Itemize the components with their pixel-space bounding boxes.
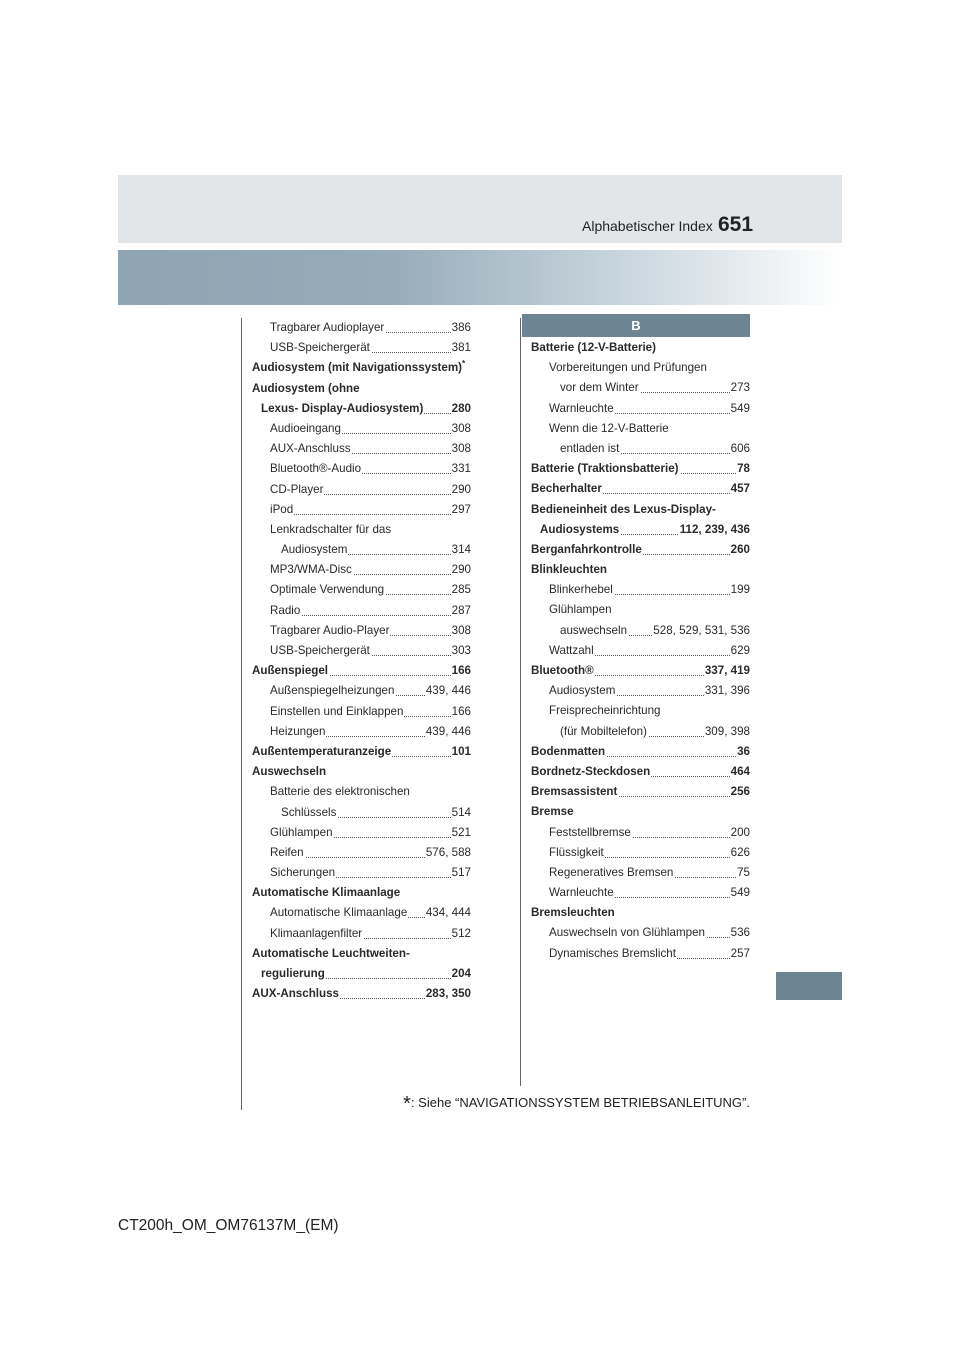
index-entry	[270, 419, 471, 439]
index-entry	[270, 782, 471, 802]
index-entry	[270, 843, 471, 863]
index-entry-label: Tragbarer Audio-Player	[270, 621, 390, 641]
index-entry	[549, 843, 750, 863]
index-entry-pages: 256	[730, 782, 750, 802]
index-entry	[270, 823, 471, 843]
index-entry-label: Heizungen	[270, 722, 326, 742]
index-entry-pages: 549	[730, 399, 750, 419]
index-entry	[531, 459, 750, 479]
index-entry	[531, 903, 750, 923]
index-entry	[270, 702, 471, 722]
index-entry	[531, 762, 750, 782]
index-entry-pages: 386	[451, 318, 471, 338]
index-column-right	[531, 338, 750, 964]
index-entry-pages: 381	[451, 338, 471, 358]
index-entry-label: Bremse	[531, 802, 575, 822]
index-entry-label: CD-Player	[270, 480, 324, 500]
index-entry-label: Becherhalter	[531, 479, 603, 499]
index-entry-label: Wenn die 12-V-Batterie	[549, 419, 670, 439]
index-entry-label: Audiosystem (mit Navigationssystem)*	[252, 358, 466, 378]
index-entry	[270, 924, 471, 944]
section-header-b: B	[522, 314, 750, 337]
index-entry	[549, 399, 750, 419]
index-entry	[270, 580, 471, 600]
index-entry-pages: 200	[730, 823, 750, 843]
index-entry	[549, 701, 750, 721]
index-entry-label: Bluetooth®	[531, 661, 595, 681]
index-entry	[252, 358, 471, 378]
index-entry-pages: 626	[730, 843, 750, 863]
decorative-gradient-band	[118, 250, 842, 305]
index-entry	[560, 621, 750, 641]
index-entry	[531, 479, 750, 499]
index-entry	[252, 762, 471, 782]
index-entry-pages: 309, 398	[704, 722, 750, 742]
index-entry-pages: 101	[451, 742, 471, 762]
index-entry-pages: 166	[451, 702, 471, 722]
index-entry-pages: 549	[730, 883, 750, 903]
index-entry-label: Auswechseln von Glühlampen	[549, 923, 706, 943]
column-divider	[520, 318, 521, 1086]
index-entry	[540, 520, 750, 540]
index-entry	[531, 338, 750, 358]
index-entry-label: Sicherungen	[270, 863, 336, 883]
index-entry-label: MP3/WMA-Disc	[270, 560, 353, 580]
index-entry-label: Feststellbremse	[549, 823, 632, 843]
index-entry-pages: 512	[451, 924, 471, 944]
index-entry-label: Glühlampen	[270, 823, 334, 843]
index-entry	[531, 500, 750, 520]
index-entry	[270, 520, 471, 540]
index-entry-pages: 521	[451, 823, 471, 843]
index-entry	[549, 600, 750, 620]
index-entry-pages: 606	[730, 439, 750, 459]
index-entry-pages: 308	[451, 419, 471, 439]
page-number: 651	[718, 213, 754, 236]
index-entry-pages: 337, 419	[704, 661, 750, 681]
index-entry-pages: 280	[451, 399, 471, 419]
index-entry-label: Außenspiegelheizungen	[270, 681, 395, 701]
index-entry-pages: 308	[451, 439, 471, 459]
index-entry-pages: 199	[730, 580, 750, 600]
index-entry	[549, 580, 750, 600]
index-entry-label: Audiosystem (ohne	[252, 379, 361, 399]
index-entry-pages: 314	[451, 540, 471, 560]
index-entry	[531, 560, 750, 580]
index-entry-label: USB-Speichergerät	[270, 338, 371, 358]
index-entry-label: USB-Speichergerät	[270, 641, 371, 661]
index-entry-label: Bremsleuchten	[531, 903, 616, 923]
index-entry-label: Reifen	[270, 843, 305, 863]
index-entry-label: Berganfahrkontrolle	[531, 540, 643, 560]
index-entry	[549, 863, 750, 883]
index-entry-pages: 287	[451, 601, 471, 621]
index-entry	[270, 480, 471, 500]
index-entry-pages: 257	[730, 944, 750, 964]
index-entry-pages: 331, 396	[704, 681, 750, 701]
index-entry-label: Optimale Verwendung	[270, 580, 385, 600]
index-entry-pages: 439, 446	[425, 681, 471, 701]
index-entry	[252, 984, 471, 1004]
index-entry-label: Batterie des elektronischen	[270, 782, 411, 802]
index-entry-label: Audiosystem	[549, 681, 616, 701]
index-entry	[270, 560, 471, 580]
index-entry-label: Außenspiegel	[252, 661, 329, 681]
index-entry-pages: 464	[730, 762, 750, 782]
index-entry-label: Automatische Klimaanlage	[270, 903, 408, 923]
index-entry	[549, 681, 750, 701]
index-entry-pages: 331	[451, 459, 471, 479]
index-entry	[549, 923, 750, 943]
index-entry-pages: 290	[451, 560, 471, 580]
index-entry-label: Tragbarer Audioplayer	[270, 318, 385, 338]
index-entry-label: Audiosystems	[540, 520, 620, 540]
footnote-marker: *	[403, 1093, 411, 1115]
index-entry	[270, 641, 471, 661]
index-entry-label: Bordnetz-Steckdosen	[531, 762, 651, 782]
index-entry	[270, 601, 471, 621]
index-entry	[549, 823, 750, 843]
index-entry-pages: 576, 588	[425, 843, 471, 863]
index-entry	[270, 863, 471, 883]
index-entry	[270, 681, 471, 701]
index-entry-label: Bluetooth®-Audio	[270, 459, 362, 479]
page-title: Alphabetischer Index	[582, 218, 713, 234]
index-entry-label: AUX-Anschluss	[270, 439, 352, 459]
index-entry-label: (für Mobiltelefon)	[560, 722, 648, 742]
index-entry-pages: 629	[730, 641, 750, 661]
index-column-left	[252, 318, 471, 1004]
index-entry-pages: 204	[451, 964, 471, 984]
dot-leader	[270, 514, 471, 515]
index-entry-pages: 528, 529, 531, 536	[652, 621, 750, 641]
index-entry-label: Klimaanlagenfilter	[270, 924, 363, 944]
index-entry-pages: 514	[451, 803, 471, 823]
index-entry	[261, 399, 471, 419]
index-entry-pages: 303	[451, 641, 471, 661]
index-entry-pages: 536	[730, 923, 750, 943]
index-entry-label: regulierung	[261, 964, 326, 984]
index-entry	[252, 944, 471, 964]
index-entry-label: auswechseln	[560, 621, 628, 641]
index-entry	[270, 439, 471, 459]
index-entry-label: Regeneratives Bremsen	[549, 863, 674, 883]
index-entry	[252, 742, 471, 762]
index-entry-pages: 457	[730, 479, 750, 499]
index-entry-pages: 290	[451, 480, 471, 500]
index-entry-pages: 78	[736, 459, 750, 479]
index-entry-label: Bodenmatten	[531, 742, 606, 762]
index-entry	[270, 722, 471, 742]
index-entry-pages: 517	[451, 863, 471, 883]
index-entry-label: Flüssigkeit	[549, 843, 605, 863]
index-entry-pages: 297	[451, 500, 471, 520]
index-entry-label: Wattzahl	[549, 641, 595, 661]
index-entry	[270, 903, 471, 923]
index-entry	[549, 944, 750, 964]
left-column-rule	[241, 318, 242, 1110]
index-entry-pages: 439, 446	[425, 722, 471, 742]
index-entry-label: Automatische Klimaanlage	[252, 883, 401, 903]
index-entry	[531, 802, 750, 822]
index-entry-label: Bedieneinheit des Lexus-Display-	[531, 500, 717, 520]
index-entry-label: iPod	[270, 500, 294, 520]
index-entry	[281, 540, 471, 560]
index-entry	[270, 459, 471, 479]
index-entry-label: Bremsassistent	[531, 782, 618, 802]
index-entry-label: Warnleuchte	[549, 883, 615, 903]
index-entry-pages: 75	[736, 863, 750, 883]
index-entry-pages: 285	[451, 580, 471, 600]
index-entry-label: Schlüssels	[281, 803, 337, 823]
index-entry-label: Auswechseln	[252, 762, 327, 782]
index-entry-pages: 273	[730, 378, 750, 398]
index-entry-label: Dynamisches Bremslicht	[549, 944, 677, 964]
index-entry-label: Einstellen und Einklappen	[270, 702, 404, 722]
index-entry-label: Radio	[270, 601, 301, 621]
index-entry-pages: 36	[736, 742, 750, 762]
index-entry	[549, 883, 750, 903]
footnote	[403, 1093, 750, 1116]
index-entry-pages: 112, 239, 436	[679, 520, 750, 540]
index-entry-label: Vorbereitungen und Prüfungen	[549, 358, 708, 378]
index-entry-label: Automatische Leuchtweiten-	[252, 944, 411, 964]
index-entry-label: Lexus- Display-Audiosystem)	[261, 399, 424, 419]
index-entry-pages: 308	[451, 621, 471, 641]
index-entry	[270, 621, 471, 641]
footnote-reference: *	[462, 359, 466, 369]
index-entry	[261, 964, 471, 984]
index-entry	[560, 378, 750, 398]
index-entry-label: Batterie (Traktionsbatterie)	[531, 459, 680, 479]
index-entry	[270, 500, 471, 520]
index-entry	[531, 782, 750, 802]
index-entry	[549, 419, 750, 439]
index-entry-label: Blinkerhebel	[549, 580, 614, 600]
index-entry-label: AUX-Anschluss	[252, 984, 340, 1004]
index-entry-label: Lenkradschalter für das	[270, 520, 392, 540]
index-entry	[270, 318, 471, 338]
footnote-text: : Siehe “NAVIGATIONSSYSTEM BETRIEBSANLEITUNG”.	[410, 1095, 750, 1110]
index-entry-pages: 434, 444	[425, 903, 471, 923]
index-entry-label: Freisprecheinrichtung	[549, 701, 661, 721]
index-entry-label: Batterie (12-V-Batterie)	[531, 338, 657, 358]
chapter-tab	[776, 972, 842, 1000]
index-entry	[560, 722, 750, 742]
index-entry	[252, 379, 471, 399]
index-entry-label: Audiosystem	[281, 540, 348, 560]
index-entry-pages: 260	[730, 540, 750, 560]
index-entry-label: Warnleuchte	[549, 399, 615, 419]
index-entry	[531, 540, 750, 560]
document-code: CT200h_OM_OM76137M_(EM)	[118, 1217, 339, 1234]
index-entry-label: Außentemperaturanzeige	[252, 742, 392, 762]
index-entry	[252, 883, 471, 903]
index-entry	[531, 742, 750, 762]
index-entry	[531, 661, 750, 681]
index-entry-label: entladen ist	[560, 439, 620, 459]
index-entry-pages: 283, 350	[425, 984, 471, 1004]
index-entry-label: vor dem Winter	[560, 378, 640, 398]
index-entry-label: Blinkleuchten	[531, 560, 608, 580]
index-entry-label: Audioeingang	[270, 419, 342, 439]
index-entry	[560, 439, 750, 459]
index-entry	[549, 358, 750, 378]
index-entry-label: Glühlampen	[549, 600, 613, 620]
index-entry	[252, 661, 471, 681]
index-entry	[270, 338, 471, 358]
index-entry-pages: 166	[451, 661, 471, 681]
index-entry	[549, 641, 750, 661]
index-entry	[281, 803, 471, 823]
